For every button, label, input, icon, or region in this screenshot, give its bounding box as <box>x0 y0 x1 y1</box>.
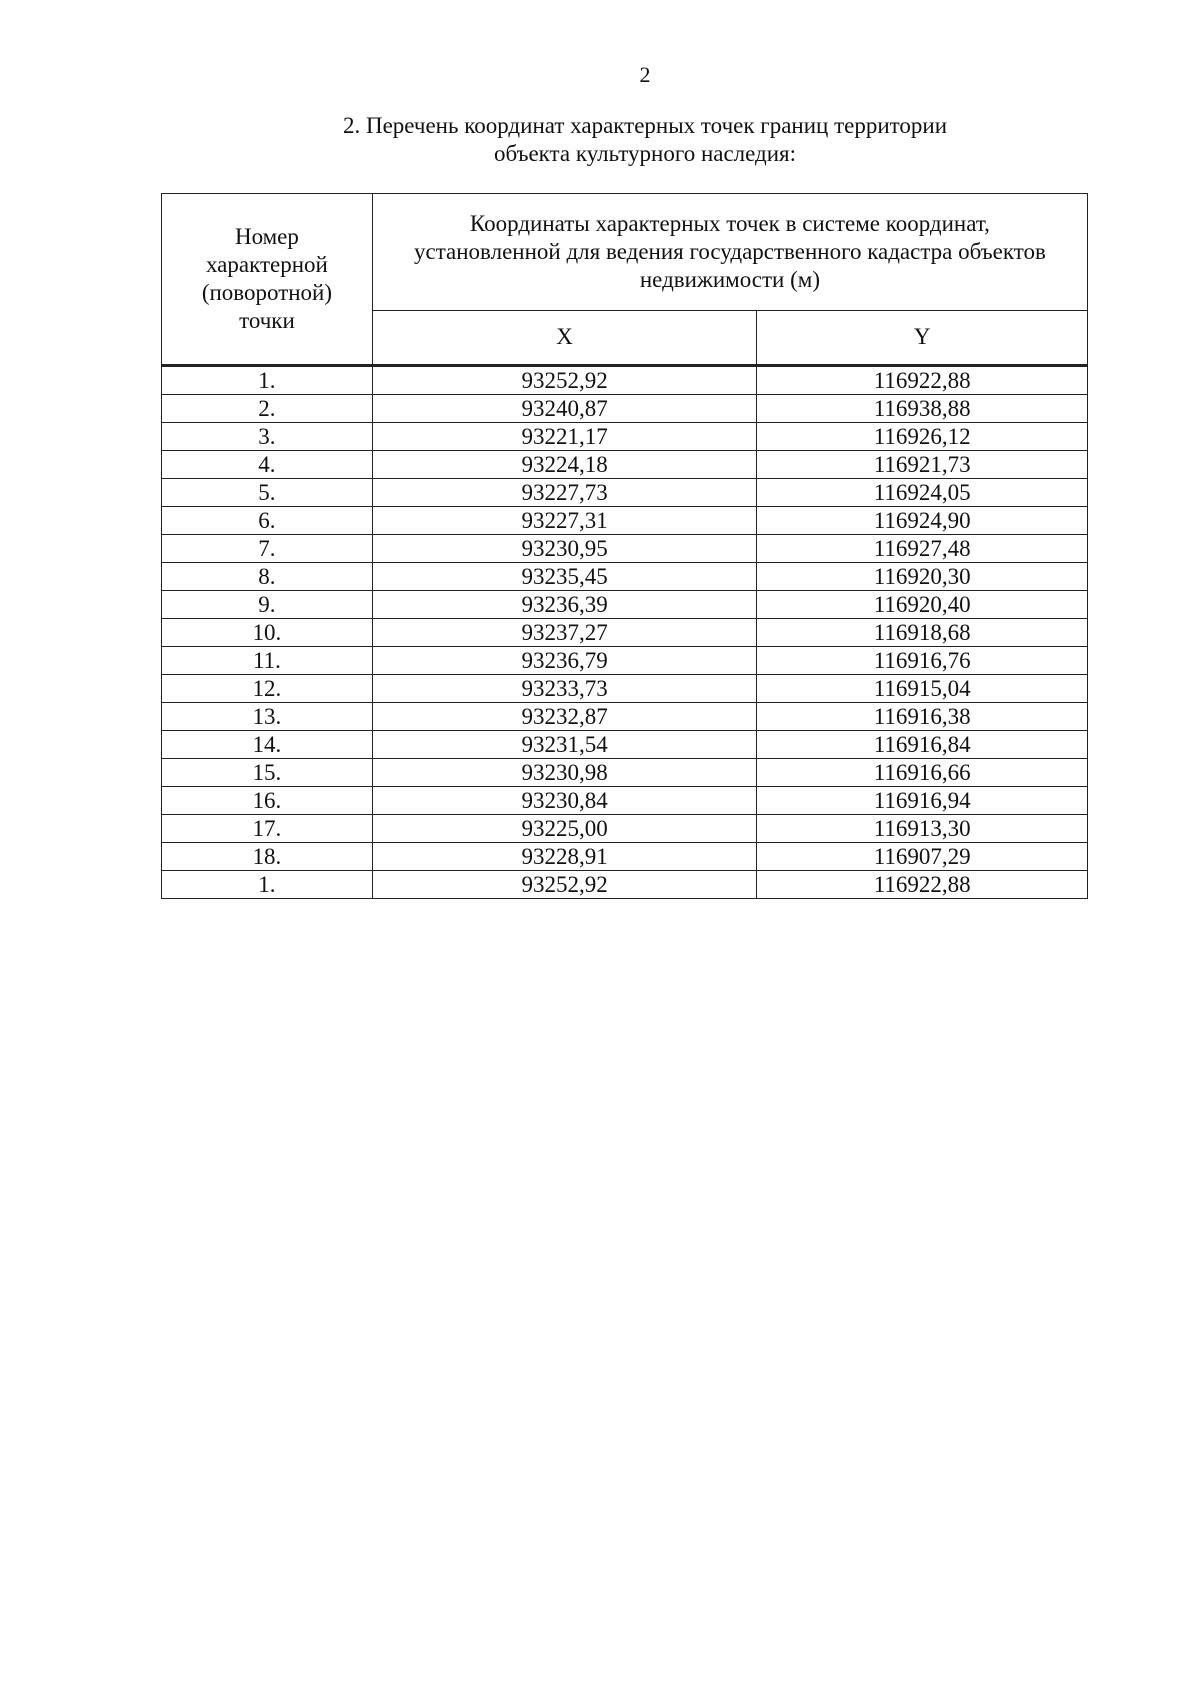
table-row <box>162 423 1088 451</box>
cell-point-number: 13. <box>162 703 373 731</box>
cell-x: 93232,87 <box>372 703 757 731</box>
cell-y: 116916,66 <box>757 759 1088 787</box>
cell-x: 93240,87 <box>372 395 757 423</box>
cell-point-number: 15. <box>162 759 373 787</box>
cell-x: 93237,27 <box>372 619 757 647</box>
table-row <box>162 479 1088 507</box>
cell-point-number: 9. <box>162 591 373 619</box>
header-point-line: Номер <box>234 224 299 249</box>
table-row <box>162 703 1088 731</box>
cell-x: 93231,54 <box>372 731 757 759</box>
header-x: X <box>372 310 757 365</box>
cell-x: 93230,95 <box>372 535 757 563</box>
cell-point-number: 1. <box>162 366 373 395</box>
cell-x: 93233,73 <box>372 675 757 703</box>
cell-y: 116922,88 <box>757 366 1088 395</box>
cell-y: 116920,40 <box>757 591 1088 619</box>
cell-point-number: 12. <box>162 675 373 703</box>
cell-x: 93235,45 <box>372 563 757 591</box>
cell-y: 116907,29 <box>757 843 1088 871</box>
cell-point-number: 18. <box>162 843 373 871</box>
cell-x: 93227,31 <box>372 507 757 535</box>
header-point-number <box>162 194 373 366</box>
cell-point-number: 6. <box>162 507 373 535</box>
cell-y: 116916,84 <box>757 731 1088 759</box>
cell-x: 93252,92 <box>372 366 757 395</box>
document-title-line-2: объекта культурного наследия: <box>493 141 797 166</box>
cell-point-number: 14. <box>162 731 373 759</box>
table-row <box>162 871 1088 899</box>
cell-y: 116918,68 <box>757 619 1088 647</box>
table-row <box>162 395 1088 423</box>
cell-y: 116927,48 <box>757 535 1088 563</box>
header-coordinates <box>372 194 1087 311</box>
cell-x: 93227,73 <box>372 479 757 507</box>
cell-y: 116921,73 <box>757 451 1088 479</box>
header-y: Y <box>757 310 1088 365</box>
cell-y: 116924,05 <box>757 479 1088 507</box>
cell-point-number: 10. <box>162 619 373 647</box>
table-row <box>162 647 1088 675</box>
header-point-line: точки <box>239 308 295 333</box>
cell-y: 116916,76 <box>757 647 1088 675</box>
table-row <box>162 843 1088 871</box>
table-row <box>162 619 1088 647</box>
table-row <box>162 535 1088 563</box>
table-row <box>162 366 1088 395</box>
cell-point-number: 5. <box>162 479 373 507</box>
page-number: 2 <box>639 62 651 87</box>
table-row <box>162 563 1088 591</box>
cell-y: 116916,94 <box>757 787 1088 815</box>
cell-y: 116915,04 <box>757 675 1088 703</box>
cell-point-number: 16. <box>162 787 373 815</box>
cell-x: 93228,91 <box>372 843 757 871</box>
header-point-line: (поворотной) <box>201 280 333 305</box>
header-coords-line: недвижимости (м) <box>639 266 820 292</box>
header-point-line: характерной <box>205 252 328 277</box>
cell-point-number: 2. <box>162 395 373 423</box>
cell-y: 116920,30 <box>757 563 1088 591</box>
cell-y: 116913,30 <box>757 815 1088 843</box>
table-row <box>162 507 1088 535</box>
document-title-line-1: 2. Перечень координат характерных точек границ территории <box>342 113 948 138</box>
cell-point-number: 11. <box>162 647 373 675</box>
header-coords-line: установленной для ведения государственного кадастра объектов <box>414 238 1046 264</box>
cell-point-number: 3. <box>162 423 373 451</box>
cell-point-number: 7. <box>162 535 373 563</box>
cell-y: 116924,90 <box>757 507 1088 535</box>
cell-x: 93252,92 <box>372 871 757 899</box>
document-title <box>0 112 1200 168</box>
table-row <box>162 759 1088 787</box>
table-row <box>162 815 1088 843</box>
cell-y: 116938,88 <box>757 395 1088 423</box>
cell-point-number: 4. <box>162 451 373 479</box>
table-row <box>162 451 1088 479</box>
cell-x: 93230,84 <box>372 787 757 815</box>
table-row <box>162 591 1088 619</box>
cell-point-number: 8. <box>162 563 373 591</box>
cell-y: 116922,88 <box>757 871 1088 899</box>
cell-point-number: 17. <box>162 815 373 843</box>
cell-y: 116916,38 <box>757 703 1088 731</box>
cell-y: 116926,12 <box>757 423 1088 451</box>
table-body <box>162 366 1088 899</box>
coordinates-table <box>161 193 1088 899</box>
table-row <box>162 731 1088 759</box>
table-row <box>162 787 1088 815</box>
cell-x: 93221,17 <box>372 423 757 451</box>
cell-x: 93236,79 <box>372 647 757 675</box>
cell-x: 93224,18 <box>372 451 757 479</box>
cell-x: 93230,98 <box>372 759 757 787</box>
table-row <box>162 675 1088 703</box>
cell-point-number: 1. <box>162 871 373 899</box>
cell-x: 93225,00 <box>372 815 757 843</box>
cell-x: 93236,39 <box>372 591 757 619</box>
header-coords-line: Координаты характерных точек в системе координат, <box>469 210 990 236</box>
